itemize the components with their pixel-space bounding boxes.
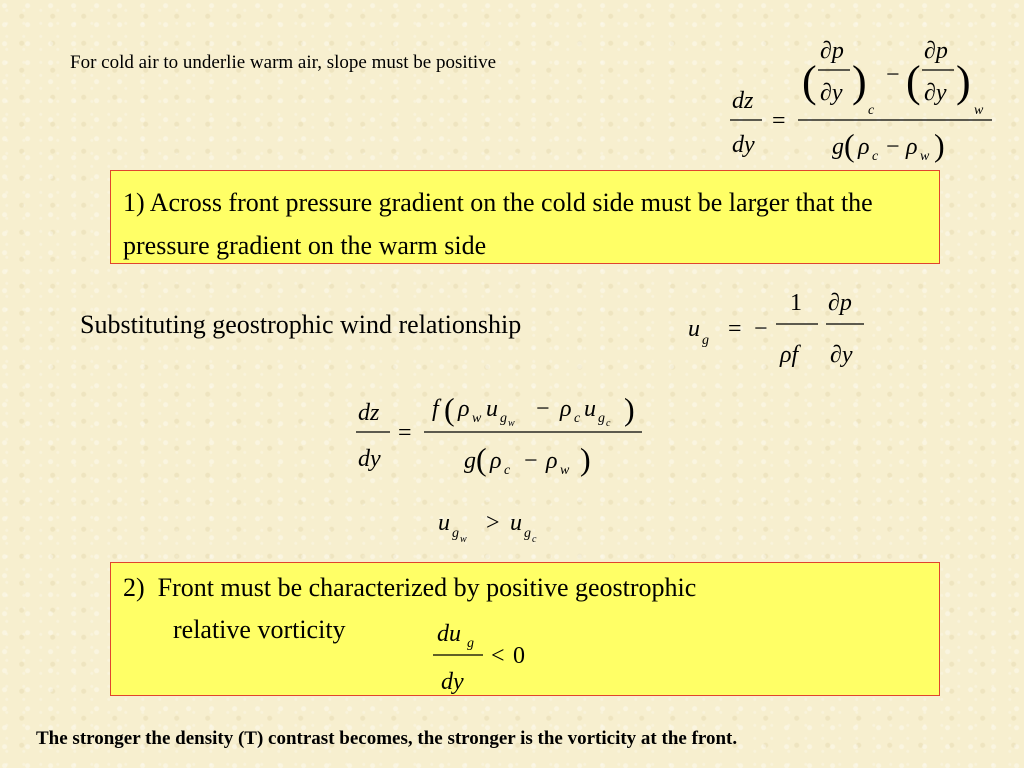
svg-text:c: c [868,103,875,118]
intro-text: For cold air to underlie warm air, slope must be positive [70,52,497,73]
svg-text:f: f [432,396,439,422]
svg-text:): ) [580,441,591,477]
svg-text:u: u [688,316,700,342]
svg-text:∂p: ∂p [924,38,948,64]
svg-text:g: g [464,448,476,474]
svg-text:w: w [460,534,467,545]
svg-text:∂p: ∂p [828,290,852,316]
svg-text:>: > [486,510,500,536]
svg-text:(: ( [802,57,817,106]
svg-text:u: u [584,396,596,422]
svg-text:dz: dz [358,400,380,426]
svg-text:dz: dz [732,88,754,114]
condition-1-text: 1) Across front pressure gradient on the cold side must be larger that the pressure gradient on the warm side [123,188,873,260]
svg-text:0: 0 [513,643,525,669]
svg-text:g: g [702,333,709,348]
svg-text:−: − [886,62,900,88]
svg-text:ρ: ρ [458,396,470,422]
slope-wind-equation [340,378,650,478]
svg-text:w: w [920,149,930,164]
svg-text:du: du [437,621,461,647]
svg-text:c: c [606,418,611,429]
svg-text:1: 1 [790,290,802,316]
svg-text:c: c [504,463,511,478]
svg-text:c: c [574,411,581,426]
condition-2-line2: relative vorticity [173,615,346,644]
svg-text:∂y: ∂y [830,342,853,368]
svg-text:ρ: ρ [560,396,572,422]
svg-text:g: g [467,636,474,651]
substitute-text: Substituting geostrophic wind relationship [80,310,522,339]
svg-text:(: ( [476,441,487,477]
svg-text:g: g [524,526,531,541]
condition-box-1 [110,170,940,264]
svg-text:g: g [500,411,507,426]
svg-text:dy: dy [358,446,381,472]
svg-text:ρf: ρf [780,342,799,368]
svg-text:∂p: ∂p [820,38,844,64]
svg-text:g: g [832,134,844,160]
svg-text:c: c [872,149,879,164]
svg-text:−: − [754,316,768,342]
svg-text:=: = [398,420,412,446]
svg-text:u: u [510,510,522,536]
svg-text:w: w [560,463,570,478]
geostrophic-wind-equation [680,280,880,375]
conclusion-text: The stronger the density (T) contrast becomes, the stronger is the vorticity at the front. [36,728,738,749]
svg-text:g: g [452,526,459,541]
svg-text:−: − [524,448,538,474]
svg-text:−: − [536,396,550,422]
svg-text:): ) [956,57,971,106]
svg-text:ρ: ρ [906,134,918,160]
svg-text:(: ( [444,391,455,427]
svg-text:g: g [598,411,605,426]
svg-text:c: c [532,534,537,545]
svg-text:w: w [974,103,984,118]
svg-text:): ) [934,127,945,163]
svg-text:=: = [728,316,742,342]
svg-text:dy: dy [441,669,464,695]
vorticity-inequality [427,615,557,695]
slope-equation [720,28,1000,168]
svg-text:dy: dy [732,132,755,158]
svg-text:u: u [438,510,450,536]
svg-text:ρ: ρ [546,448,558,474]
svg-text:=: = [772,108,786,134]
svg-text:−: − [886,134,900,160]
svg-text:w: w [472,411,482,426]
svg-text:): ) [852,57,867,106]
svg-text:ρ: ρ [490,448,502,474]
svg-text:∂y: ∂y [820,80,843,106]
svg-text:): ) [624,391,635,427]
condition-2-line1: 2) Front must be characterized by positive geostrophic [123,573,697,602]
svg-text:ρ: ρ [858,134,870,160]
svg-text:u: u [486,396,498,422]
svg-text:(: ( [906,57,921,106]
svg-text:<: < [491,643,505,669]
condition-box-2 [110,562,940,696]
svg-text:∂y: ∂y [924,80,947,106]
svg-text:(: ( [844,127,855,163]
svg-text:w: w [508,418,515,429]
wind-inequality [430,500,570,550]
